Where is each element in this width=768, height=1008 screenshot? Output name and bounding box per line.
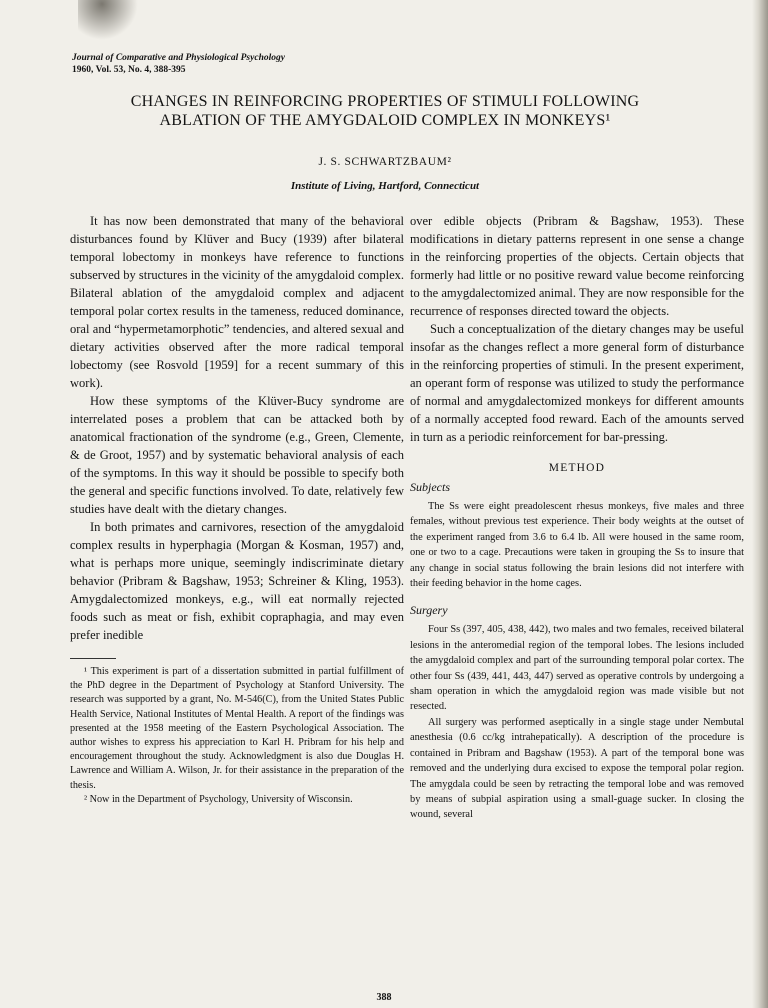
- paragraph: In both primates and carnivores, resection of the amygdaloid complex results in hyperphagia (Morgan & Kosman, 1957) and, what is perhaps more unique, seemingly indiscriminate dietary behavior (Pribram & Bagshaw, 1953; Schreiner & Kling, 1953). Amygdalectomized monkeys, e.g., will eat normally rejected foods such as meat or fish, exhibit copraphagia, and may even prefer inedible: [70, 520, 404, 642]
- footnotes: [70, 665, 404, 807]
- method-heading: METHOD: [548, 462, 606, 474]
- footnote: ² Now in the Department of Psychology, University of Wisconsin.: [84, 793, 353, 805]
- right-column: [410, 212, 744, 823]
- journal-name: Journal of Comparative and Physiological Psychology: [72, 53, 285, 63]
- left-column: [70, 212, 404, 807]
- page-edge-shadow: [752, 0, 768, 1008]
- paper-title: CHANGES IN REINFORCING PROPERTIES OF STIMULI FOLLOWING ABLATION OF THE AMYGDALOID COMPLEX IN MONKEYS¹: [130, 93, 640, 129]
- paragraph: All surgery was performed aseptically in a single stage under Nembutal anesthesia (0.6 cc/kg intrahepatically). A description of the procedure is contained in Pribram and Bagshaw (1953). A part of the temporal bone was removed and the underlying dura excised to expose the temporal polar region. The amygdala could be seen by retracting the temporal lobe and was removed by means of subpial aspiration using a small-guage sucker. In closing the wound, several: [410, 716, 744, 821]
- surgery-heading: Surgery: [410, 603, 448, 618]
- page-number: 388: [376, 992, 392, 1003]
- author-affiliation: Institute of Living, Hartford, Connecticut: [290, 180, 480, 192]
- journal-header: [72, 52, 285, 76]
- paragraph: How these symptoms of the Klüver-Bucy syndrome are interrelated poses a problem that can be attacked both by anatomical fractionation of the syndrome (e.g., Green, Clemente, & de Groot, 1957) and by systematic behavioral analysis of each of the symptoms. In this way it should be possible to specify both the general and specific functions involved. To date, relatively few studies have dealt with the dietary changes.: [70, 394, 404, 516]
- scan-shadow: [78, 0, 138, 40]
- footnote-divider: [70, 658, 116, 659]
- subjects-section: [410, 499, 744, 591]
- introduction-continued: [410, 212, 744, 446]
- paragraph: Four Ss (397, 405, 438, 442), two males and two females, received bilateral lesions in the anteromedial region of the temporal lobes. The lesions included the amygdaloid complex and part of the surrounding temporal polar cortex. The other four Ss (439, 441, 443, 447) served as operative controls by undergoing a sham operation in which the amygdaloid region was made visible but not resected.: [410, 624, 744, 713]
- author-name: J. S. SCHWARTZBAUM²: [318, 156, 452, 168]
- paragraph: Such a conceptualization of the dietary changes may be useful insofar as the changes reflect a more general form of disturbance in the reinforcing properties of stimuli. In the present experiment, an operant form of response was utilized to study the performance of normal and amygdalectomized monkeys for different amounts of a normally accepted food reward. Each of the amounts served in turn as a periodic reinforcement for bar-pressing.: [410, 322, 744, 444]
- volume-info: 1960, Vol. 53, No. 4, 388-395: [72, 65, 186, 75]
- paragraph: The Ss were eight preadolescent rhesus monkeys, five males and three females, without previous test experience. Their body weights at the outset of the experiment ranged from 3.6 to 6.4 lb. All were housed in the same room, one or two to a cage. Precautions were taken in grouping the Ss to insure that any change in social status following the brain lesions did not interfere with their feeding behavior in the home cages.: [410, 501, 744, 590]
- paragraph: It has now been demonstrated that many of the behavioral disturbances found by Klüver and Bucy (1939) after bilateral temporal lobectomy in monkeys have reference to functions subserved by structures in the vicinity of the amygdaloid complex. Bilateral ablation of the amygdaloid complex and adjacent temporal polar cortex results in the tameness, reduced dominance, oral and “hypermetamorphotic” tendencies, and altered sexual and dietary activities observed after the more radical temporal lobectomy (see Rosvold [1959] for a recent summary of this work).: [70, 214, 404, 390]
- paragraph: over edible objects (Pribram & Bagshaw, 1953). These modifications in dietary patterns represent in one sense a change in the reinforcing properties of the objects. Certain objects that formerly had little or no positive reward value become reinforcing to the amygdalectomized animal. They are now responsible for the recurrence of responses directed toward the objects.: [410, 214, 744, 318]
- subjects-heading: Subjects: [410, 480, 450, 494]
- introduction-text: [70, 212, 404, 644]
- footnote: ¹ This experiment is part of a dissertation submitted in partial fulfillment of the PhD degree in the Department of Psychology at Stanford University. The research was supported by a grant, No. M-546(C), from the United States Public Health Service, National Institutes of Mental Health. A report of the findings was presented at the 1958 meeting of the Eastern Psychological Association. The author wishes to express his appreciation to Karl H. Pribram for his help and encouragement throughout the study. Acknowledgment is also due Douglas H. Lawrence and William A. Wilson, Jr. for their assistance in the preparation of the thesis.: [70, 666, 404, 791]
- surgery-section: [410, 622, 744, 822]
